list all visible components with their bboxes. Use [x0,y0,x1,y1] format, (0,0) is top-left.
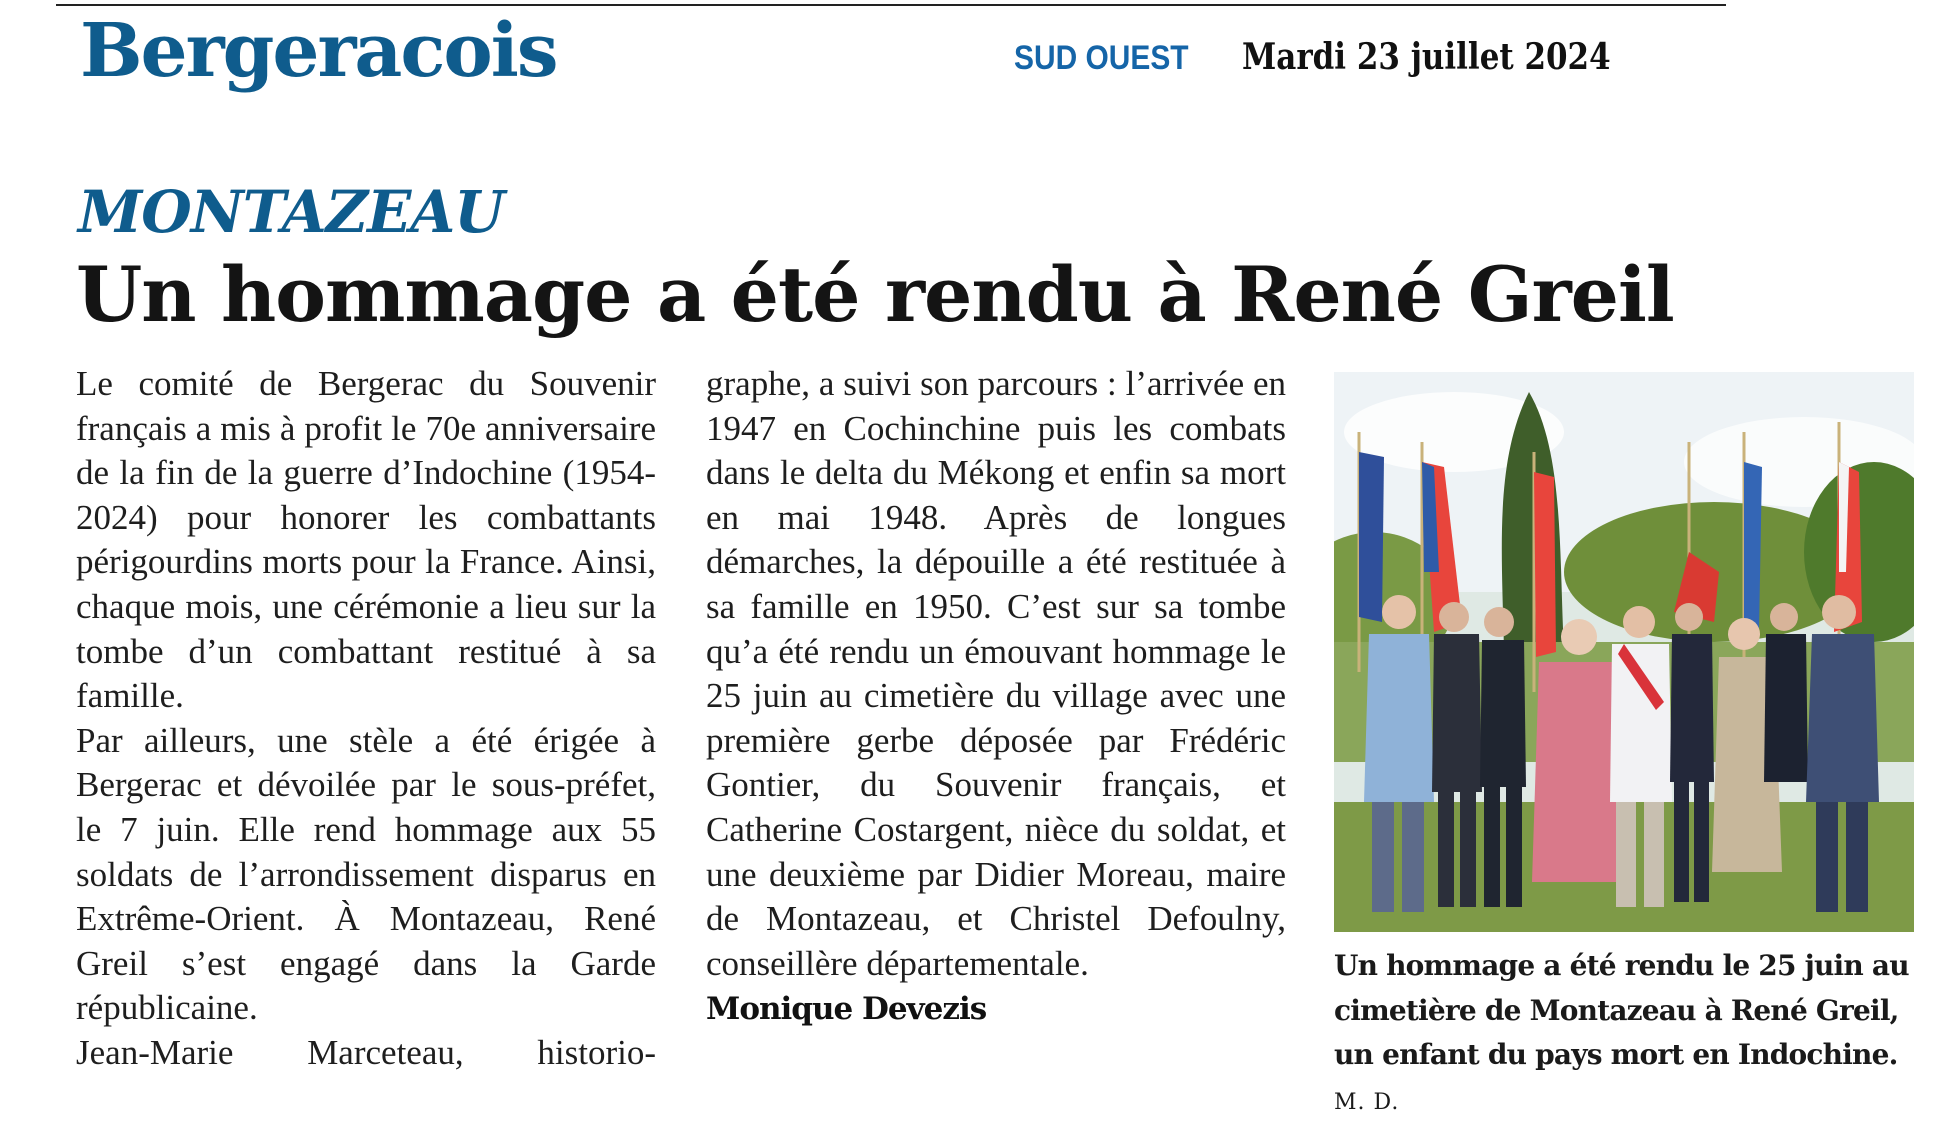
article-column-2 [706,362,1286,1032]
masthead [1014,36,1671,82]
newspaper-brand: SUD OUEST [1014,39,1189,77]
photo-caption [1334,944,1919,1125]
article-column-1 [76,362,656,1076]
photo-credit: M. D. [1334,1089,1400,1115]
article-paragraph: Le comité de Bergerac du Souvenir français a mis à profit le 70e anniversaire de la fin de la guerre d’Indochine (1954-2024) pour honorer les combattants périgourdins morts pour la France. Ainsi, chaque mois, une cérémonie a lieu sur la tombe d’un combattant restitué à sa famille. [76,364,656,716]
article-headline: Un hommage a été rendu à René Greil [76,250,1674,339]
article-paragraph: Par ailleurs, une stèle a été érigée à Bergerac et dévoilée par le sous-préfet, le 7 juin. Elle rend hommage aux 55 soldats de l’arrondissement disparus en Extrême-Orient. À Montazeau, René Greil s’est engagé dans la Garde républicaine. [76,720,656,1028]
article-paragraph: Jean-Marie Marceteau, historio- [76,1032,656,1072]
article-kicker: MONTAZEAU [78,178,504,246]
article-byline: Monique Devezis [706,991,987,1028]
article-photo [1334,372,1914,932]
ceremony-photo-illustration [1334,372,1914,932]
publication-date: Mardi 23 juillet 2024 [1242,36,1611,78]
article-paragraph: graphe, a suivi son parcours : l’arrivée en 1947 en Cochinchine puis les combats dans le delta du Mékong et enfin sa mort en mai 1948. Après de longues démarches, la dépouille a été restituée à sa famille en 1950. C’est sur sa tombe qu’a été rendu un émouvant hommage le 25 juin au cimetière du village avec une première gerbe déposée par Frédéric Gontier, du Souvenir français, et Catherine Costargent, nièce du soldat, et une deuxième par Didier Moreau, maire de Montazeau, et Christel Defoulny, conseillère départementale. [706,364,1286,983]
section-title: Bergeracois [80,8,557,94]
photo-caption-text: Un hommage a été rendu le 25 juin au cimetière de Montazeau à René Greil, un enfant du pays mort en Indochine. [1334,949,1909,1071]
